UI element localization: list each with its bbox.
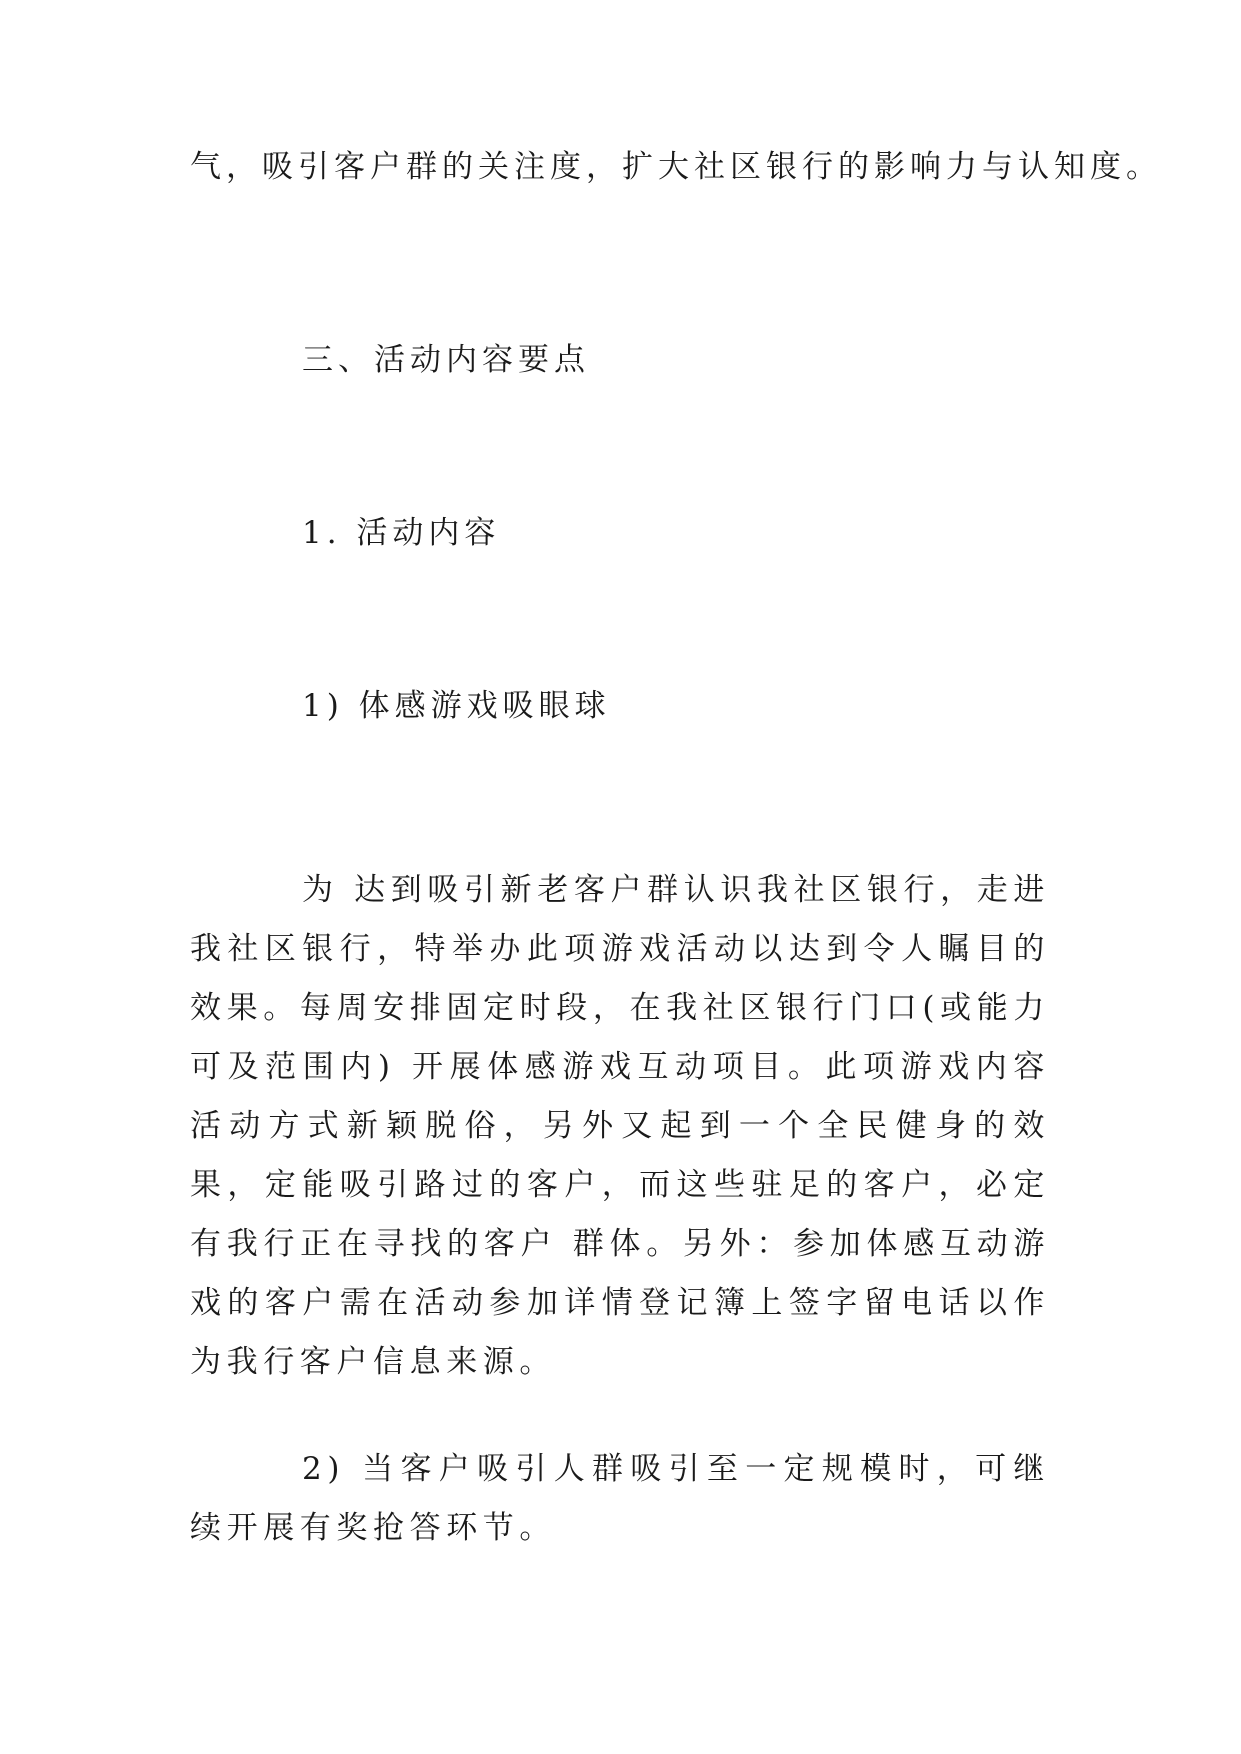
item-paragraph-2-text: 2) 当客户吸引人群吸引至一定规模时，可继续开展有奖抢答环节。 <box>190 1451 1050 1546</box>
item-paragraph <box>190 861 1050 1392</box>
item-paragraph-text: 为 达到吸引新老客户群认识我社区银行，走进我社区银行，特举办此项游戏活动以达到令人瞩目的效果。每周安排固定时段，在我社区银行门口(或能力可及范围内) 开展体感游戏互动项目。此项游戏内容活动方式新颖脱俗，另外又起到一个全民健身的效果，定能吸引路过的客户，而这些驻足的客户，必定有我行正在寻找的客户 群体。另外：参加体感互动游戏的客户需在活动参加详情登记簿上签字留电话以作为我行客户信息来源。 <box>190 872 1050 1380</box>
item-paragraph-2 <box>190 1440 1050 1558</box>
subsection-heading: 1. 活动内容 <box>302 515 501 551</box>
section-heading: 三、活动内容要点 <box>302 342 590 378</box>
paragraph-continuation: 气，吸引客户群的关注度，扩大社区银行的影响力与认知度。 <box>190 149 1162 185</box>
item-heading: 1) 体感游戏吸眼球 <box>302 688 611 724</box>
